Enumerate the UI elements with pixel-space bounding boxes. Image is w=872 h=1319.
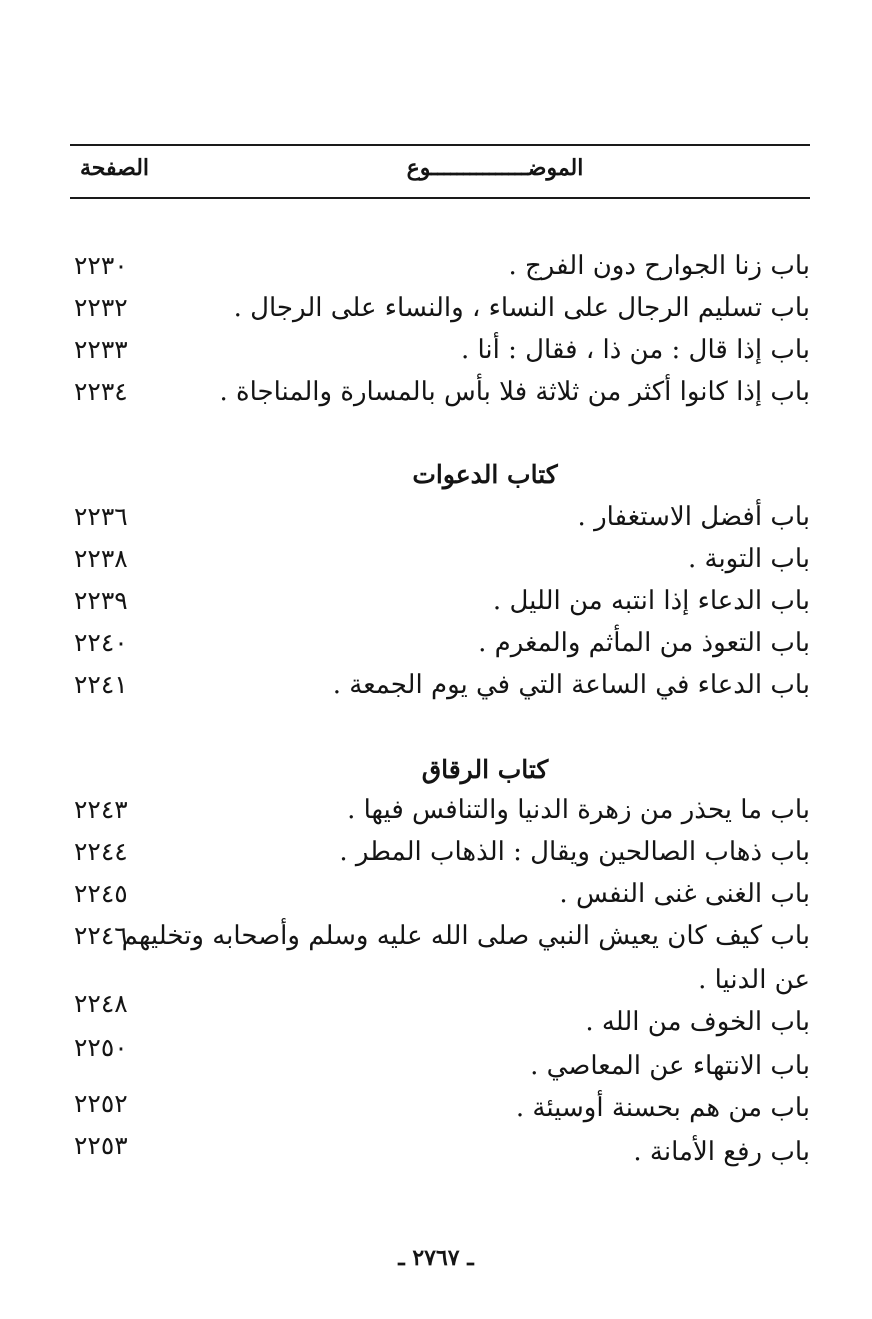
toc-entry [70,989,810,1042]
toc-entry [70,539,810,579]
section-title-riqaq: كتاب الرقاق [421,755,549,784]
toc-entry-page: ٢٢٣٤ [74,377,128,406]
toc-entry-title: باب رفع الأمانة . [633,1137,810,1167]
toc-entry-page: ٢٢٣٨ [74,544,128,573]
toc-entry [70,832,810,872]
toc-entry [70,372,810,412]
toc-entry-page: ٢٢٥٣ [74,1131,128,1160]
toc-entry-title: باب الدعاء إذا انتبه من الليل . [492,586,810,616]
page-number: ـ ٢٧٦٧ ـ [398,1245,474,1271]
toc-entry [70,330,810,370]
toc-entry [70,288,810,328]
toc-entry-title: باب التوبة . [687,544,810,574]
header-bottom-rule [70,197,810,199]
toc-entry-page: ٢٢٤١ [74,670,128,699]
toc-entry-page: ٢٢٥٢ [74,1089,128,1118]
toc-entry-continuation: عن الدنيا . [698,965,810,995]
toc-entry [70,1132,810,1172]
toc-entry [70,623,810,663]
column-header-topic: الموضـــــــــــــــوع [406,155,584,181]
toc-entry-page: ٢٢٤٣ [74,795,128,824]
column-header-page: الصفحة [80,155,150,181]
toc-entry-page: ٢٢٤٥ [74,879,128,908]
toc-entry-page: ٢٢٣٩ [74,586,128,615]
toc-entry [70,665,810,705]
toc-entry-title: باب الخوف من الله . [585,1007,810,1037]
toc-entry-title: باب كيف كان يعيش النبي صلى الله عليه وسلم وأصحابه وتخليهم [121,921,810,951]
toc-entry [70,1033,810,1086]
toc-entry-title: باب الانتهاء عن المعاصي . [530,1051,810,1081]
toc-entry [70,1088,810,1128]
toc-entry-page: ٢٢٥٠ [74,1033,128,1062]
toc-entry-title: باب ما يحذر من زهرة الدنيا والتنافس فيها . [347,795,810,825]
toc-entry-page: ٢٢٣٣ [74,335,128,364]
toc-entry-page: ٢٢٤٨ [74,989,128,1018]
toc-entry-title: باب إذا كانوا أكثر من ثلاثة فلا بأس بالمسارة والمناجاة . [219,377,810,407]
toc-entry-title: باب زنا الجوارح دون الفرج . [508,251,810,281]
toc-entry-page: ٢٢٤٦ [74,921,128,950]
toc-entry [70,790,810,830]
toc-entry [70,916,810,956]
header-top-rule [70,144,810,146]
toc-entry-title: باب أفضل الاستغفار . [577,502,810,532]
toc-entry-title: باب ذهاب الصالحين ويقال : الذهاب المطر . [339,837,810,867]
toc-entry-title: باب إذا قال : من ذا ، فقال : أنا . [460,335,810,365]
toc-entry-page: ٢٢٤٤ [74,837,128,866]
toc-entry-page: ٢٢٣٠ [74,251,128,280]
toc-entry-page: ٢٢٣٢ [74,293,128,322]
toc-entry-page: ٢٢٤٠ [74,628,128,657]
toc-entry-page: ٢٢٣٦ [74,502,128,531]
section-title-daawat: كتاب الدعوات [412,460,558,489]
toc-entry-title: باب التعوذ من المأثم والمغرم . [478,628,810,658]
toc-entry-title: باب الغنى غنى النفس . [559,879,810,909]
toc-entry [70,874,810,914]
toc-entry [70,497,810,537]
toc-entry [70,581,810,621]
toc-entry [70,246,810,286]
toc-entry-title: باب الدعاء في الساعة التي في يوم الجمعة . [332,670,810,700]
toc-entry-title: باب تسليم الرجال على النساء ، والنساء على الرجال . [233,293,810,323]
toc-entry-title: باب من هم بحسنة أوسيئة . [515,1093,810,1123]
